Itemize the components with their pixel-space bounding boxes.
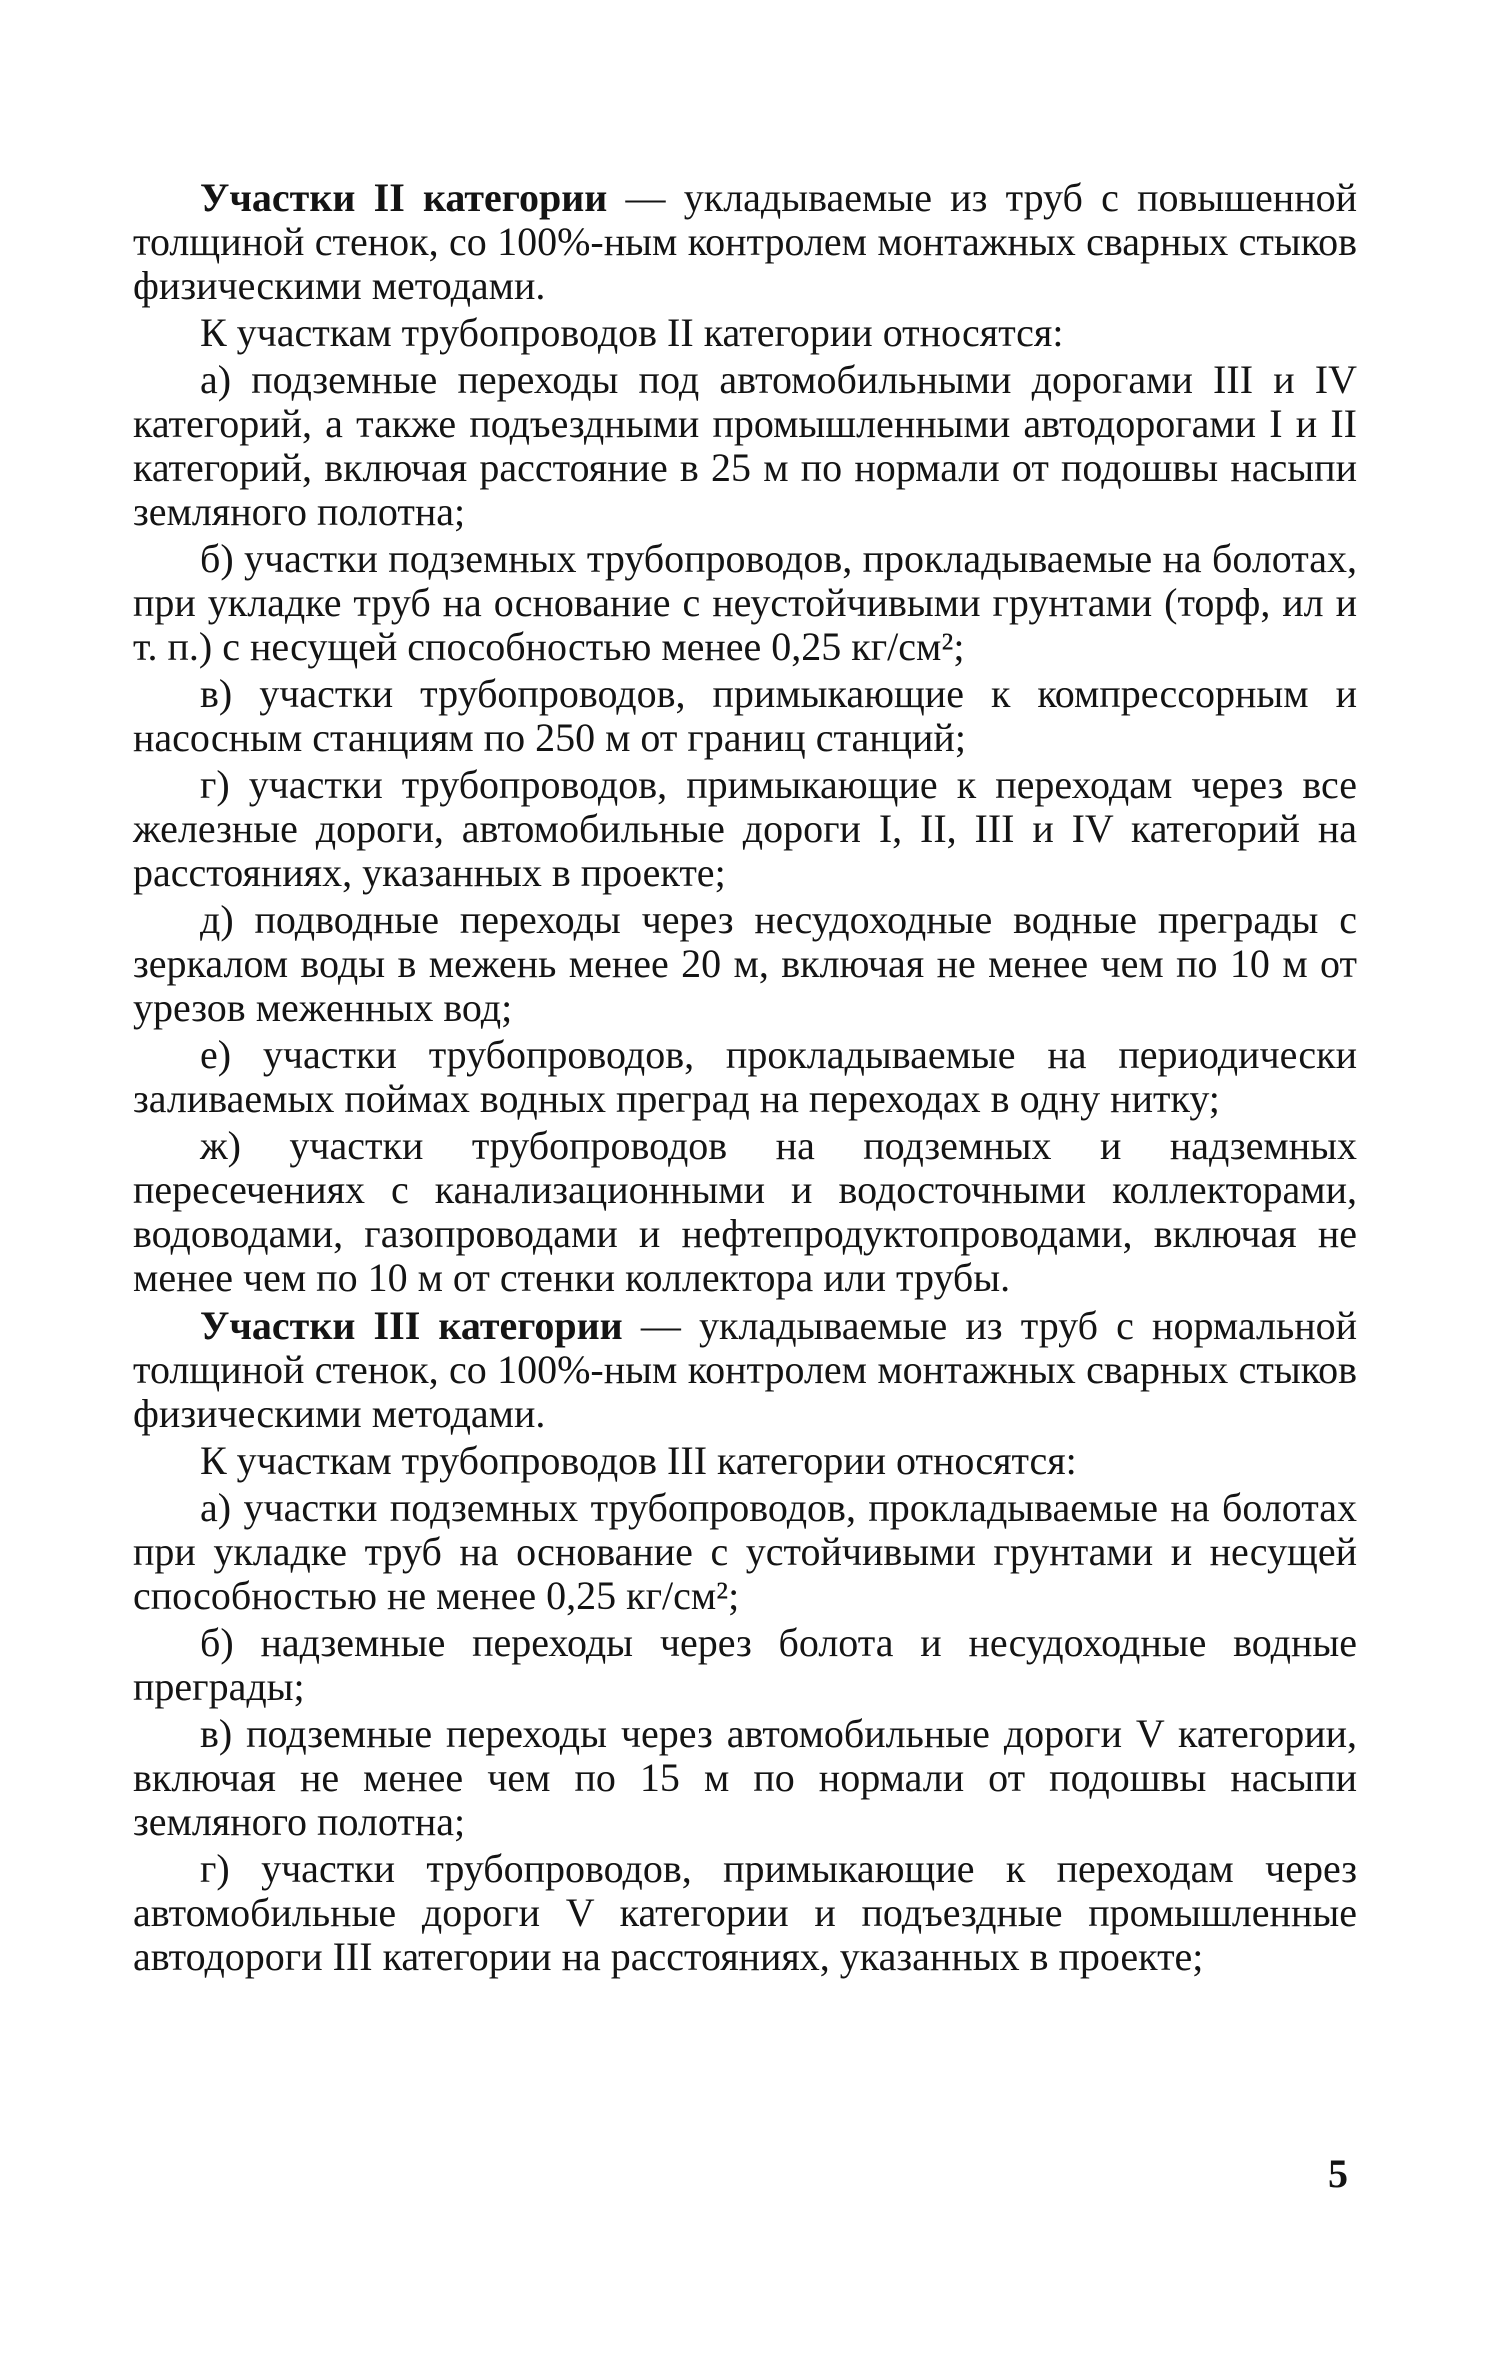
section-2-definition-text: — укладываемые из труб с повышенной толщиной стенок, со 100%-ным контролем монтажных сварных стыков физическими методами. (133, 175, 1358, 308)
section-3-definition (133, 1304, 1357, 1436)
section-3-item-a: а) участки подземных трубопроводов, прокладываемые на болотах при укладке труб на основание с устойчивыми грунтами и несущей способностью не менее 0,25 кг/см²; (133, 1485, 1357, 1618)
section-3-item-v: в) подземные переходы через автомобильные дороги V категории, включая не менее чем по 15 м по нормали от подошвы насыпи земляного полотна; (133, 1711, 1357, 1844)
section-3-term: Участки III категории (200, 1303, 623, 1348)
section-2-item-e: е) участки трубопроводов, прокладываемые на периодически заливаемых поймах водных преград на переходах в одну нитку; (133, 1032, 1357, 1121)
section-2-item-b: б) участки подземных трубопроводов, прокладываемые на болотах, при укладке труб на основание с неустойчивыми грунтами (торф, ил и т. п.) с несущей способностью менее 0,25 кг/см²; (133, 536, 1357, 669)
section-2-term: Участки II категории (200, 175, 608, 220)
section-3-definition-text: — укладываемые из труб с нормальной толщиной стенок, со 100%-ным контролем монтажных сварных стыков физическими методами. (133, 1303, 1358, 1436)
page-body (133, 176, 1357, 1982)
section-2-item-a: а) подземные переходы под автомобильными дорогами III и IV категорий, а также подъездными промышленными автодорогами I и II категорий, включая расстояние в 25 м по нормали от подошвы насыпи земляного полотна; (133, 357, 1357, 534)
section-3-intro: К участкам трубопроводов III категории относятся: (200, 1438, 1077, 1483)
section-2-intro: К участкам трубопроводов II категории относятся: (200, 310, 1064, 355)
section-2-item-zh: ж) участки трубопроводов на подземных и надземных пересечениях с канализационными и водосточными коллекторами, водоводами, газопроводами и нефтепродуктопроводами, включая не менее чем по 10 м от стенки коллектора или трубы. (133, 1123, 1357, 1300)
section-2-definition (133, 176, 1357, 308)
section-2-item-g: г) участки трубопроводов, примыкающие к переходам через все железные дороги, автомобильные дороги I, II, III и IV категорий на расстояниях, указанных в проекте; (133, 762, 1357, 895)
section-3-item-b: б) надземные переходы через болота и несудоходные водные преграды; (133, 1620, 1357, 1709)
section-3-item-g: г) участки трубопроводов, примыкающие к переходам через автомобильные дороги V категории и подъездные промышленные автодороги III категории на расстояниях, указанных в проекте; (133, 1846, 1357, 1979)
section-2-item-d: д) подводные переходы через несудоходные водные преграды с зеркалом воды в межень менее 20 м, включая не менее чем по 10 м от урезов меженных вод; (133, 897, 1357, 1030)
section-2-item-v: в) участки трубопроводов, примыкающие к компрессорным и насосным станциям по 250 м от границ станций; (133, 671, 1357, 760)
page-number: 5 (1328, 2151, 1348, 2196)
